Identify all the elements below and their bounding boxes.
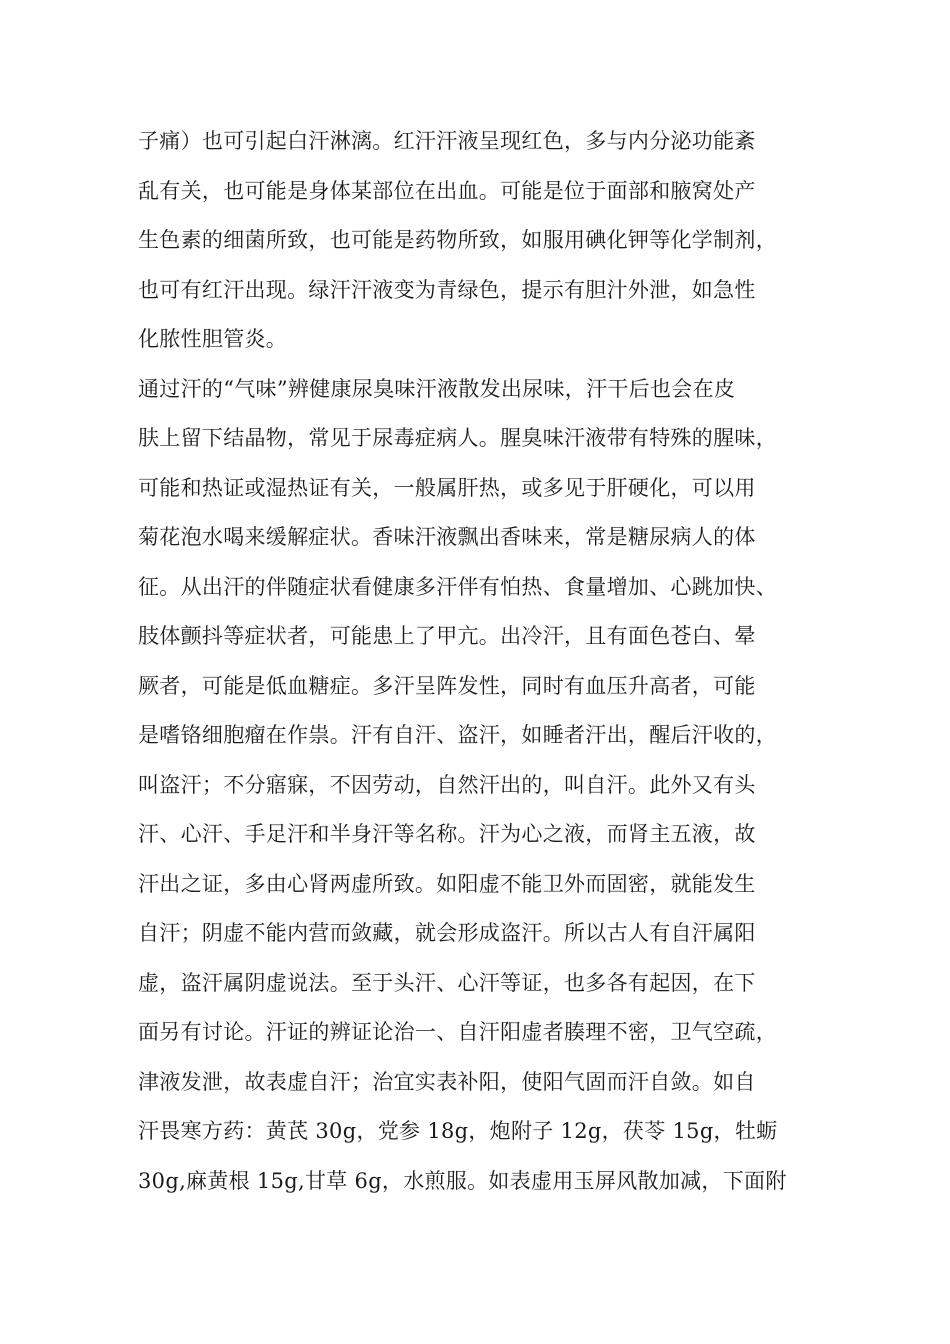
body-text	[138, 117, 818, 1206]
text-line: 子痛）也可引起白汗淋漓。红汗汗液呈现红色，多与内分泌功能紊	[138, 129, 756, 153]
text-line: 虚，盗汗属阴虚说法。至于头汗、心汗等证，也多各有起因，在下	[138, 970, 756, 995]
text-line: 征。从出汗的伴随症状看健康多汗伴有怕热、食量增加、心跳加快、	[138, 574, 777, 599]
text-line: 生色素的细菌所致，也可能是药物所致，如服用碘化钾等化学制剂，	[138, 228, 777, 252]
text-line: 津液发泄，故表虚自汗；治宜实表补阳，使阳气固而汗自敛。如自	[138, 1069, 756, 1094]
text-line: 面另有讨论。汗证的辨证论治一、自汗阳虚者腠理不密，卫气空疏，	[138, 1020, 777, 1044]
text-line: 通过汗的“气味”辨健康尿臭味汗液散发出尿味，汗干后也会在皮	[138, 376, 736, 401]
text-line: 肢体颤抖等症状者，可能患上了甲亢。出冷汗，且有面色苍白、晕	[138, 624, 756, 648]
text-line: 也可有红汗出现。绿汗汗液变为青绿色，提示有胆汁外泄，如急性	[138, 277, 756, 302]
text-line: 汗畏寒方药：黄芪 30g，党参 18g，炮附子 12g，茯苓 15g，牡蛎	[138, 1119, 778, 1143]
text-line: 汗出之证，多由心肾两虚所致。如阳虚不能卫外而固密，就能发生	[138, 871, 756, 896]
text-line: 菊花泡水喝来缓解症状。香味汗液飘出香味来，常是糖尿病人的体	[138, 525, 756, 549]
text-line: 厥者，可能是低血糖症。多汗呈阵发性，同时有血压升高者，可能	[138, 673, 756, 698]
paragraph	[138, 117, 818, 365]
paragraph	[138, 365, 818, 1207]
text-line: 可能和热证或湿热证有关，一般属肝热，或多见于肝硬化，可以用	[138, 475, 756, 500]
text-line: 叫盗汗；不分寤寐，不因劳动，自然汗出的，叫自汗。此外又有头	[138, 772, 756, 797]
text-line: 是嗜铬细胞瘤在作祟。汗有自汗、盗汗，如睡者汗出，醒后汗收的，	[138, 723, 777, 747]
text-line: 30g,麻黄根 15g,甘草 6g，水煎服。如表虚用玉屏风散加减，下面附	[138, 1168, 787, 1193]
text-line: 化脓性胆管炎。	[138, 327, 288, 351]
text-line: 自汗；阴虚不能内营而敛藏，就会形成盗汗。所以古人有自汗属阳	[138, 921, 756, 945]
text-line: 汗、心汗、手足汗和半身汗等名称。汗为心之液，而肾主五液，故	[138, 822, 756, 846]
text-line: 肤上留下结晶物，常见于尿毒症病人。腥臭味汗液带有特殊的腥味，	[138, 426, 777, 450]
text-line: 乱有关，也可能是身体某部位在出血。可能是位于面部和腋窝处产	[138, 178, 756, 203]
